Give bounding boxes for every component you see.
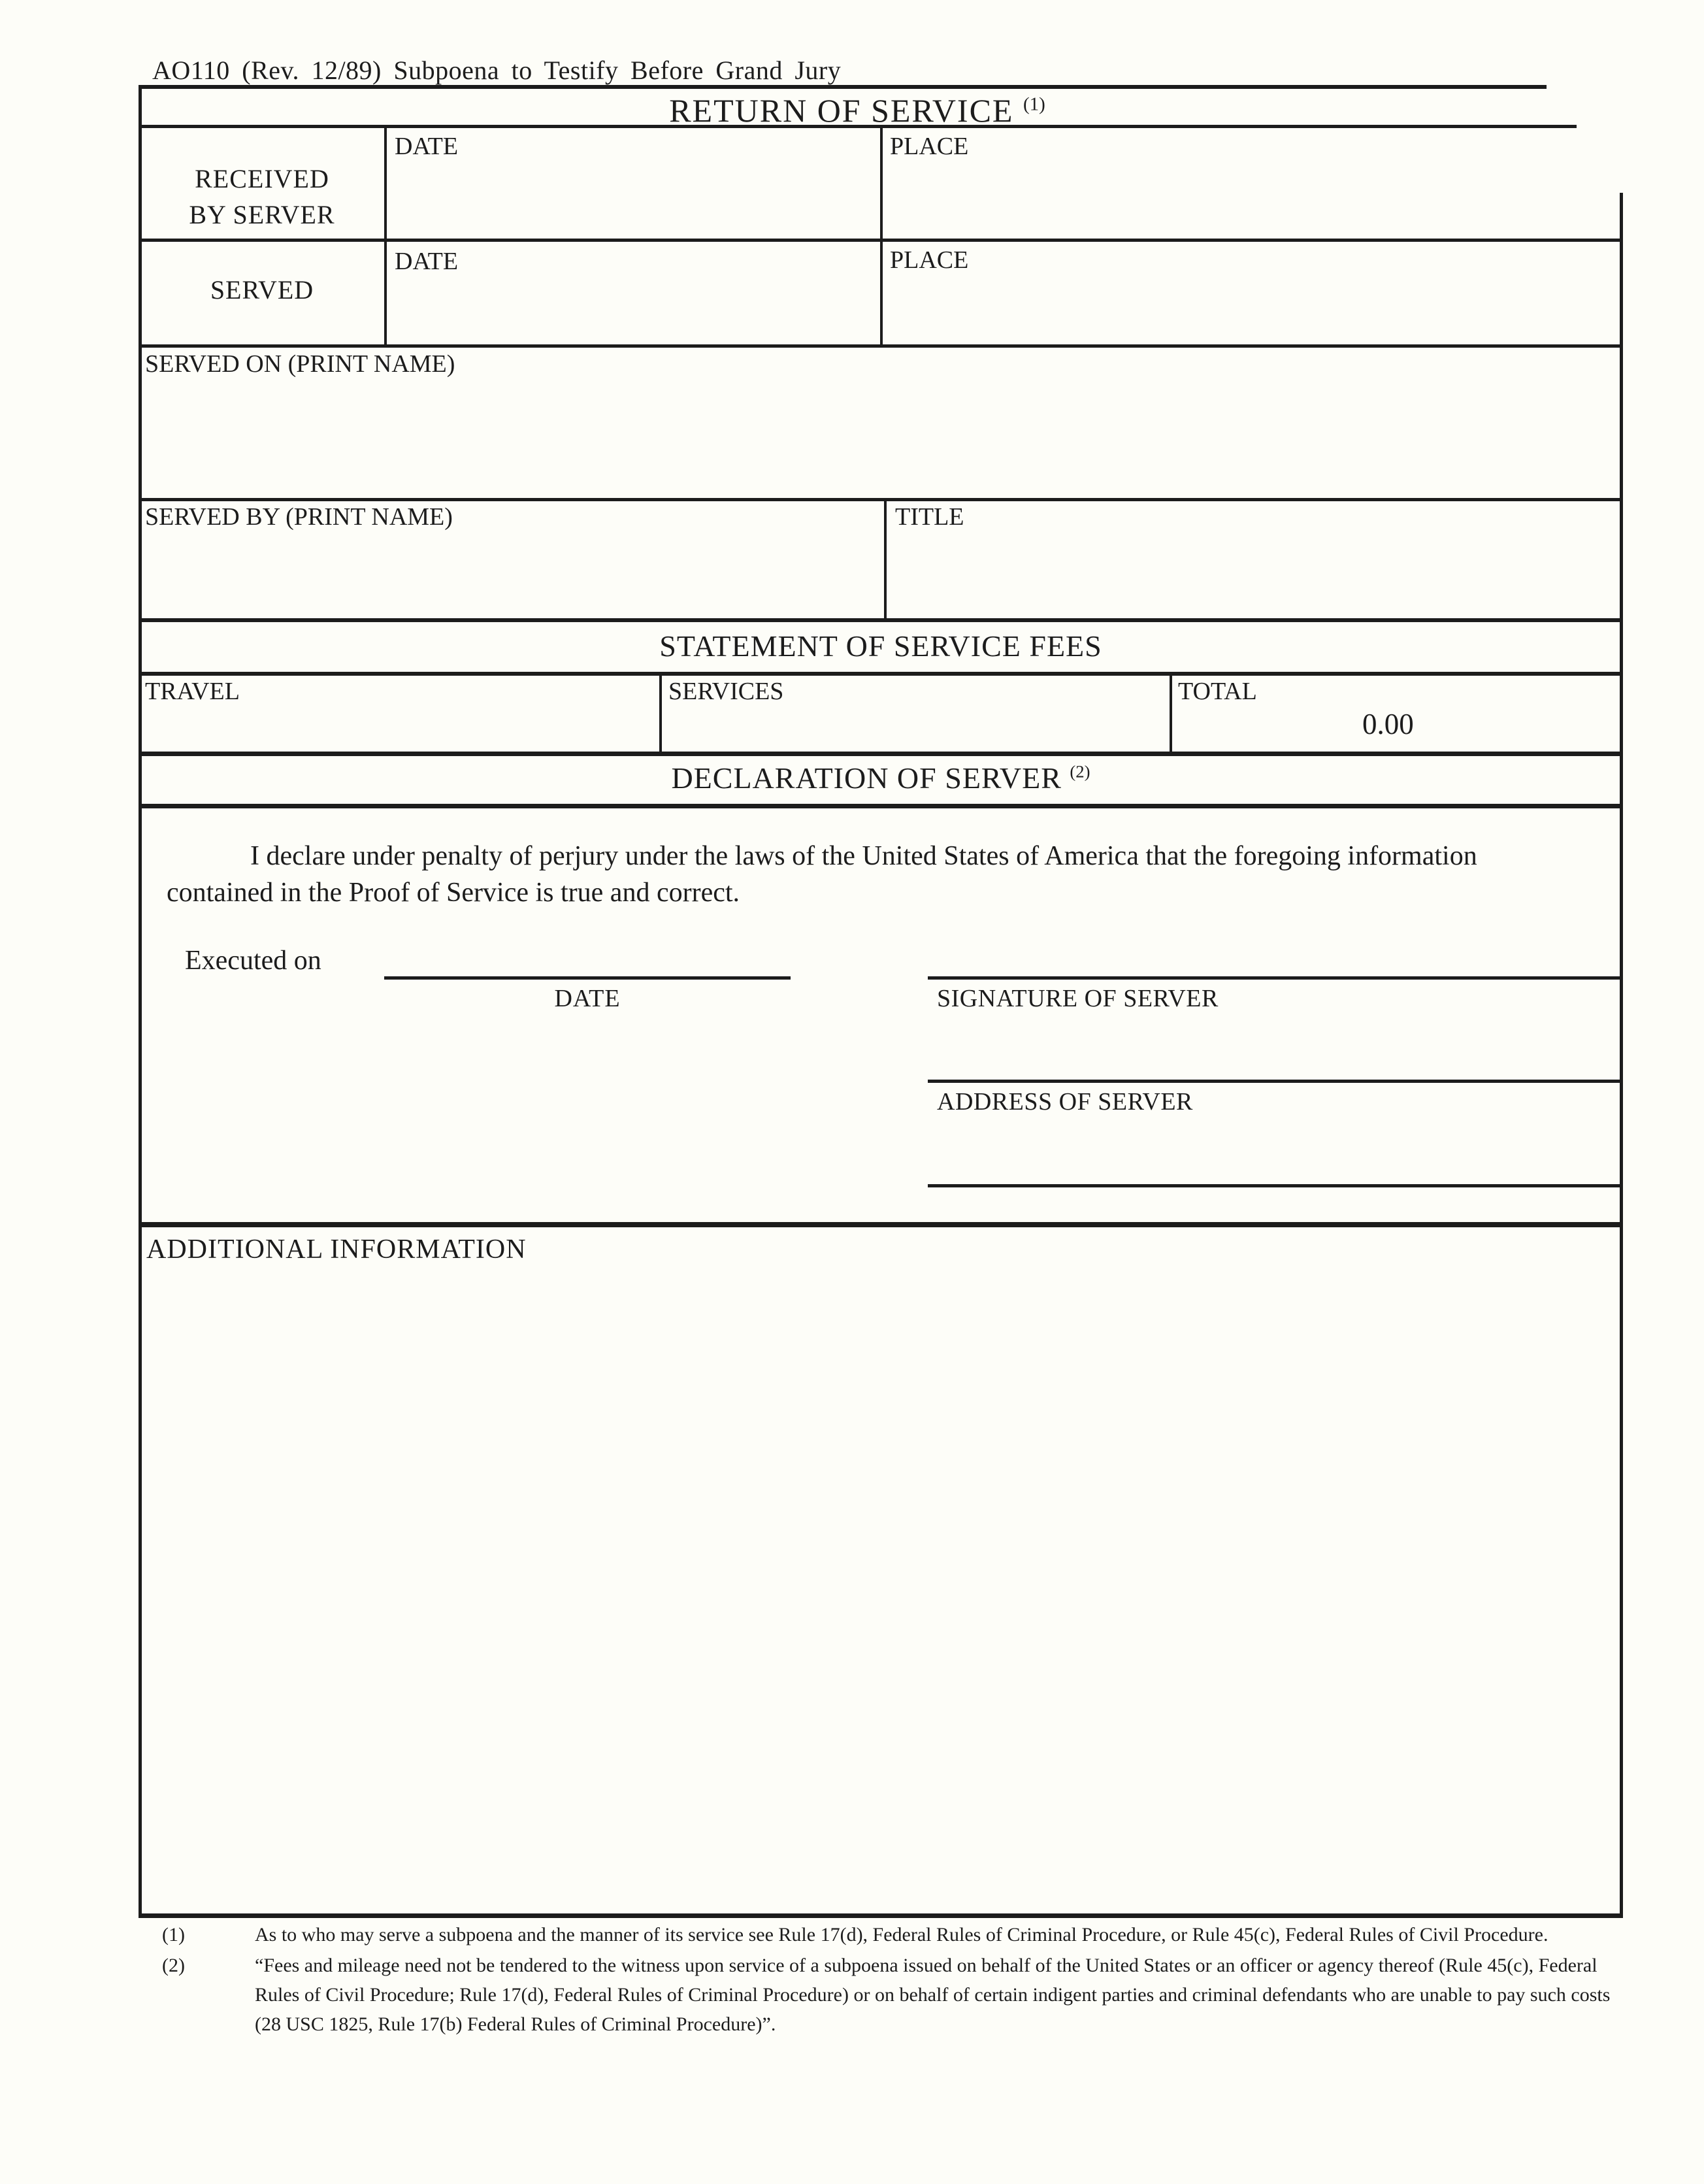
form-id-line: AO110 (Rev. 12/89) Subpoena to Testify Before Grand Jury [152, 56, 842, 85]
services-label: SERVICES [668, 678, 784, 705]
server-title-cell [887, 501, 1620, 618]
served-on-cell [142, 348, 1620, 498]
services-cell [662, 676, 1170, 752]
footnote-1-text: As to who may serve a subpoena and the manner of its service see Rule 17(d), Federal Rules of Criminal Procedure, or Rule 45(c), Federal Rules of Civil Procedure. [255, 1924, 1548, 1945]
server-title-label: TITLE [895, 503, 964, 531]
declaration-title [139, 761, 1623, 795]
divider-table-bottom [139, 1913, 1623, 1918]
served-place-label: PLACE [890, 246, 969, 274]
executed-on-label: Executed on [185, 946, 321, 976]
executed-date-line [384, 976, 791, 980]
service-fees-title: STATEMENT OF SERVICE FEES [659, 629, 1102, 663]
footnote-2 [162, 1951, 1626, 2039]
footnote-1-marker: (1) [162, 1924, 185, 1945]
received-place-label: PLACE [890, 133, 969, 160]
total-cell [1172, 676, 1620, 752]
received-by-server-label [139, 161, 385, 233]
footnote-ref-2: (2) [1070, 761, 1090, 782]
divider-additional-info-top [139, 1222, 1623, 1227]
address-line-top [928, 1080, 1622, 1083]
footnote-2-text: “Fees and mileage need not be tendered to the witness upon service of a subpoena issued on behalf of the United States or an officer or agency thereof (Rule 45(c), Federal Rules of Civil Procedure; Rule 17(d), Federal Rules of Criminal Procedure) or on behalf of certain indigent parties and criminal defendants who are unable to pay such costs (28 USC 1825, Rule 17(b) Federal Rules of Criminal Procedure)”. [255, 1955, 1611, 2035]
travel-label: TRAVEL [145, 678, 240, 705]
address-line-bottom [928, 1184, 1622, 1187]
served-date-cell [387, 242, 880, 344]
additional-information-label: ADDITIONAL INFORMATION [146, 1234, 527, 1265]
received-date-cell [387, 128, 880, 239]
declaration-body-line1: I declare under penalty of perjury under the laws of the United States of America that the foregoing information [250, 841, 1477, 871]
divider-declaration-title-bottom [139, 804, 1623, 808]
divider-fees-row-bottom [139, 752, 1623, 756]
divider-served-by-row-bottom [139, 618, 1623, 622]
total-label: TOTAL [1178, 678, 1257, 705]
border-table-right [1620, 193, 1623, 1918]
received-date-label: DATE [395, 133, 459, 160]
return-of-service-title-text: RETURN OF SERVICE [669, 92, 1014, 129]
footnote-ref-1: (1) [1023, 93, 1045, 115]
declaration-body-line2: contained in the Proof of Service is true and correct. [167, 878, 740, 908]
served-place-cell [883, 242, 1620, 344]
signature-of-server-label: SIGNATURE OF SERVER [937, 985, 1219, 1012]
served-by-label: SERVED BY (PRINT NAME) [145, 503, 453, 531]
served-label: SERVED [210, 275, 314, 305]
address-of-server-label: ADDRESS OF SERVER [937, 1088, 1193, 1116]
served-on-label: SERVED ON (PRINT NAME) [145, 350, 455, 378]
footnotes [162, 1920, 1626, 2039]
footnote-1 [162, 1920, 1626, 1949]
received-label-line2: BY SERVER [189, 200, 335, 229]
served-by-cell [142, 501, 884, 618]
declaration-title-text: DECLARATION OF SERVER [671, 761, 1062, 795]
served-date-label: DATE [395, 248, 459, 275]
executed-date-label: DATE [554, 985, 621, 1012]
return-of-service-title [139, 91, 1576, 129]
footnote-2-marker: (2) [162, 1955, 185, 1976]
additional-information-area [142, 1227, 1620, 1913]
divider-table-top [139, 85, 1547, 89]
total-value: 0.00 [1362, 708, 1414, 740]
received-place-cell [883, 128, 1620, 239]
travel-cell [142, 676, 659, 752]
signature-line [928, 976, 1622, 980]
received-label-line1: RECEIVED [195, 164, 329, 193]
